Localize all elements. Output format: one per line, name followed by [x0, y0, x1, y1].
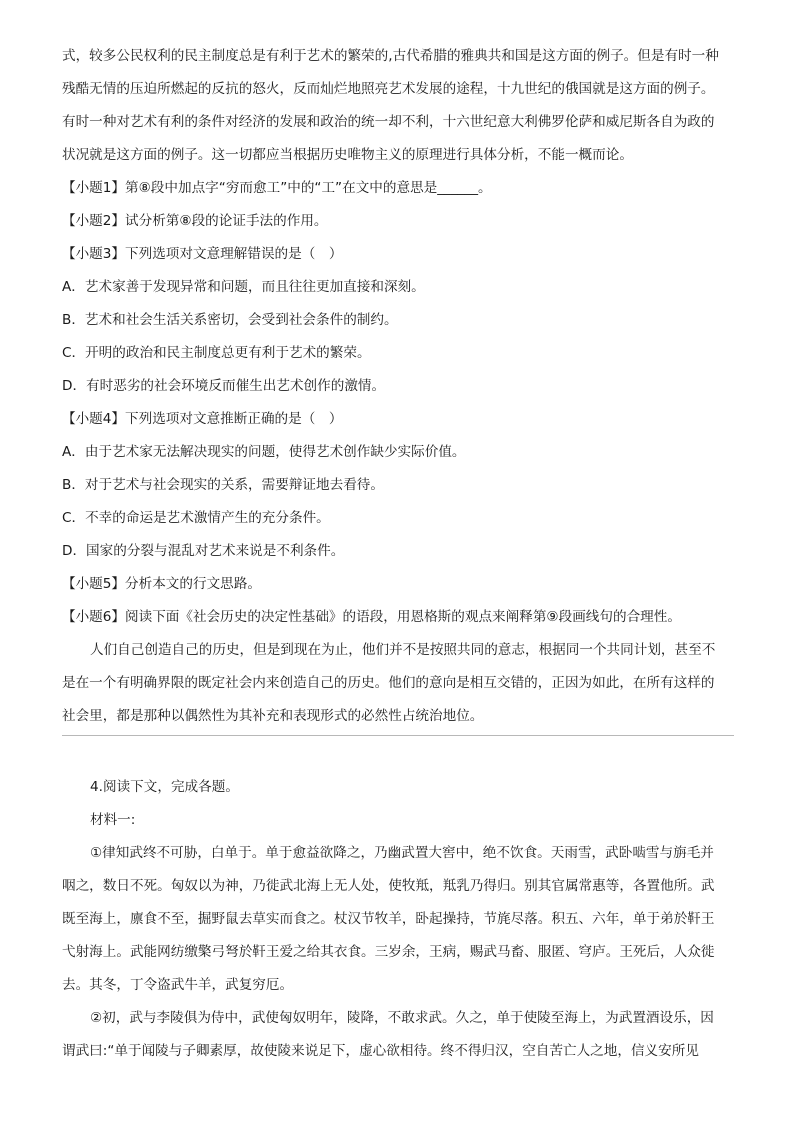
quote-line: 人们自己创造自己的历史，但是到现在为止，他们并不是按照共同的意志，根据同一个共同计划，甚至不 [90, 642, 716, 658]
question-2: 【小题2】试分析第⑧段的论证手法的作用。 [62, 213, 328, 229]
paragraph-line: 状况就是这方面的例子。这一切都应当根据历史唯物主义的原理进行具体分析，不能一概而论。 [62, 147, 633, 163]
question-4-option-c: C．不幸的命运是艺术激情产生的充分条件。 [62, 510, 330, 526]
section-divider [62, 735, 734, 736]
material-paragraph-line: 弋射海上。武能网纺缴檠弓弩於靬王爱之给其衣食。三岁余，王病，赐武马畜、服匿、穹庐。王死后，人众徙 [62, 944, 715, 960]
paragraph-line: 残酷无情的压迫所燃起的反抗的怒火，反而灿烂地照亮艺术发展的途程，十九世纪的俄国就是这方面的例子。 [62, 81, 715, 97]
material-paragraph-line: 去。其冬，丁令盗武牛羊，武复穷厄。 [62, 977, 294, 993]
question-3-option-d: D．有时恶劣的社会环境反而催生出艺术创作的激情。 [62, 378, 386, 394]
question-3-option-a: A．艺术家善于发现异常和问题，而且往往更加直接和深刻。 [62, 279, 425, 295]
material-paragraph-line: 谓武曰:“单于闻陵与子卿素厚，故使陵来说足下，虚心欲相待。终不得归汉，空自苦亡人之地，信义安所见 [62, 1043, 699, 1059]
question-3-option-c: C．开明的政治和民主制度总更有利于艺术的繁荣。 [62, 345, 371, 361]
material-paragraph-line: ①律知武终不可胁，白单于。单于愈益欲降之，乃幽武置大窖中，绝不饮食。天雨雪，武卧啮雪与旃毛并 [90, 845, 714, 861]
question-4-option-a: A．由于艺术家无法解决现实的问题，使得艺术创作缺少实际价值。 [62, 444, 466, 460]
question-4: 【小题4】下列选项对文意推断正确的是（ ） [62, 411, 343, 427]
question-5: 【小题5】分析本文的行文思路。 [62, 576, 261, 592]
question-3-option-b: B．艺术和社会生活关系密切，会受到社会条件的制约。 [62, 312, 398, 328]
question-4-option-b: B．对于艺术与社会现实的关系，需要辩证地去看待。 [62, 477, 384, 493]
question-3: 【小题3】下列选项对文意理解错误的是（ ） [62, 246, 343, 262]
material-paragraph-line: ②初，武与李陵俱为侍中，武使匈奴明年，陵降，不敢求武。久之，单于使陵至海上，为武置酒设乐，因 [90, 1010, 714, 1026]
section-heading: 4.阅读下文，完成各题。 [90, 779, 239, 795]
question-1: 【小题1】第⑧段中加点字“穷而愈工”中的“工”在文中的意思是______。 [62, 180, 492, 196]
quote-line: 社会里，都是那种以偶然性为其补充和表现形式的必然性占统治地位。 [62, 708, 484, 724]
question-6: 【小题6】阅读下面《社会历史的决定性基础》的语段，用恩格斯的观点来阐释第⑨段画线句的合理性。 [62, 609, 681, 625]
quote-line: 是在一个有明确界限的既定社会内来创造自己的历史。他们的意向是相互交错的，正因为如此，在所有这样的 [62, 675, 715, 691]
paragraph-line: 有时一种对艺术有利的条件对经济的发展和政治的统一却不利，十六世纪意大利佛罗伦萨和威尼斯各自为政的 [62, 114, 715, 130]
material-label: 材料一: [90, 812, 136, 828]
paragraph-line: 式，较多公民权利的民主制度总是有利于艺术的繁荣的,古代希腊的雅典共和国是这方面的例子。但是有时一种 [62, 48, 719, 64]
question-4-option-d: D．国家的分裂与混乱对艺术来说是不利条件。 [62, 543, 345, 559]
material-paragraph-line: 咽之，数日不死。匈奴以为神，乃徙武北海上无人处，使牧羝，羝乳乃得归。别其官属常惠等，各置他所。武 [62, 878, 715, 894]
material-paragraph-line: 既至海上，廪食不至，掘野鼠去草实而食之。杖汉节牧羊，卧起操持，节旄尽落。积五、六年，单于弟於靬王 [62, 911, 715, 927]
